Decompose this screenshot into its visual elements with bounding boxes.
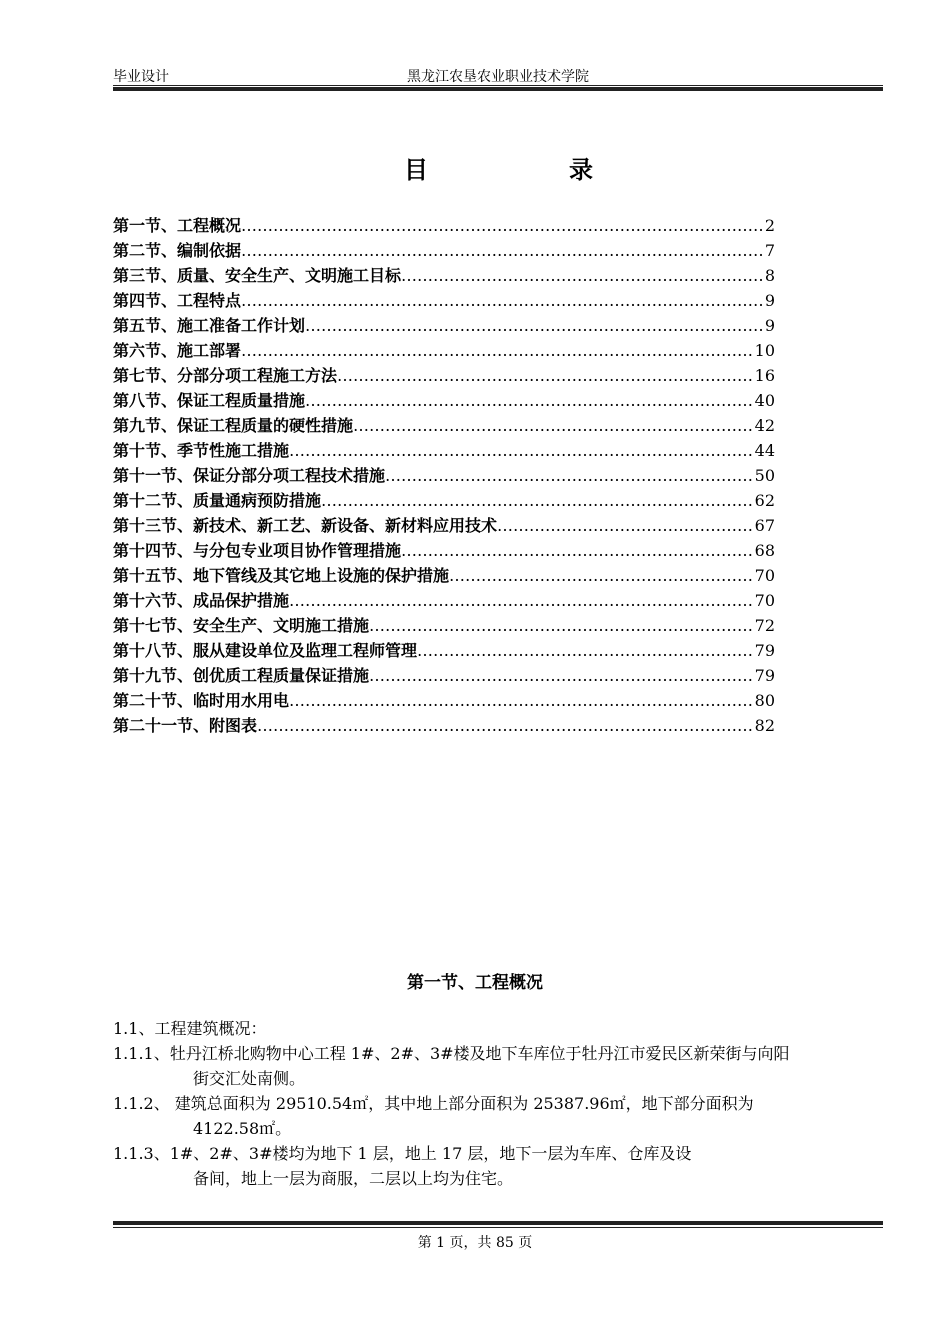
toc-entry[interactable] — [113, 538, 775, 563]
toc-entry-label: 第八节、保证工程质量措施 — [113, 391, 306, 410]
toc-entry[interactable] — [113, 638, 775, 663]
toc-entry-page: 44 — [754, 441, 775, 460]
toc-leader-dots — [289, 688, 753, 713]
toc-leader-dots — [305, 313, 763, 338]
toc-leader-dots — [257, 713, 753, 738]
section-title: 第一节、工程概况 — [407, 973, 543, 993]
body-line: 1.1、工程建筑概况： — [113, 1019, 267, 1038]
toc-entry-page: 68 — [754, 541, 775, 560]
toc-entry-label: 第二十一节、附图表 — [113, 716, 258, 735]
toc-leader-dots — [369, 663, 753, 688]
body-line: 1.1.1、牡丹江桥北购物中心工程 1#、2#、3#楼及地下车库位于牡丹江市爱民区新荣街与向阳 — [113, 1044, 790, 1063]
body-line: 街交汇处南侧。 — [193, 1069, 306, 1088]
toc-entry[interactable] — [113, 338, 775, 363]
toc-entry-label: 第六节、施工部署 — [113, 341, 242, 360]
toc-entry-page: 16 — [754, 366, 775, 385]
toc-entry-page: 10 — [754, 341, 775, 360]
toc-leader-dots — [241, 288, 763, 313]
toc-title-char-2: 录 — [569, 155, 593, 184]
toc-entry-label: 第十六节、成品保护措施 — [113, 591, 290, 610]
toc-entry-page: 67 — [754, 516, 775, 535]
toc-entry-label: 第十二节、质量通病预防措施 — [113, 491, 322, 510]
toc-leader-dots — [289, 438, 753, 463]
toc-entry[interactable] — [113, 388, 775, 413]
toc-leader-dots — [353, 413, 753, 438]
toc-entry-label: 第二节、编制依据 — [113, 241, 242, 260]
toc-entry[interactable] — [113, 438, 775, 463]
toc-entry[interactable] — [113, 238, 775, 263]
toc-entry-label: 第十四节、与分包专业项目协作管理措施 — [113, 541, 402, 560]
toc-leader-dots — [289, 588, 753, 613]
toc-entry-page: 70 — [754, 566, 775, 585]
toc-entry[interactable] — [113, 513, 775, 538]
toc-leader-dots — [417, 638, 753, 663]
section-body — [113, 1016, 883, 1191]
toc-entry[interactable] — [113, 463, 775, 488]
footer-rule-thin — [113, 1227, 883, 1228]
toc-leader-dots — [401, 263, 763, 288]
toc-leader-dots — [385, 463, 753, 488]
toc-entry-page: 8 — [764, 266, 775, 285]
toc-entry[interactable] — [113, 413, 775, 438]
toc-entry-page: 62 — [754, 491, 775, 510]
toc-entry[interactable] — [113, 363, 775, 388]
toc-entry-label: 第三节、质量、安全生产、文明施工目标 — [113, 266, 402, 285]
body-line: 4122.58㎡。 — [193, 1119, 292, 1138]
header-rule-thin — [113, 85, 883, 86]
toc-entry-label: 第一节、工程概况 — [113, 216, 242, 235]
toc-leader-dots — [321, 488, 753, 513]
table-of-contents — [113, 213, 775, 738]
toc-leader-dots — [369, 613, 753, 638]
toc-entry-page: 82 — [754, 716, 775, 735]
footer-rule-thick — [113, 1221, 883, 1225]
toc-entry-label: 第十三节、新技术、新工艺、新设备、新材料应用技术 — [113, 516, 498, 535]
toc-entry-label: 第九节、保证工程质量的硬性措施 — [113, 416, 354, 435]
toc-entry-label: 第七节、分部分项工程施工方法 — [113, 366, 338, 385]
toc-entry-label: 第十五节、地下管线及其它地上设施的保护措施 — [113, 566, 450, 585]
toc-leader-dots — [241, 338, 753, 363]
toc-leader-dots — [241, 213, 763, 238]
toc-leader-dots — [305, 388, 753, 413]
toc-entry-label: 第十节、季节性施工措施 — [113, 441, 290, 460]
toc-entry[interactable] — [113, 713, 775, 738]
toc-entry-page: 2 — [764, 216, 775, 235]
toc-entry-label: 第十九节、创优质工程质量保证措施 — [113, 666, 370, 685]
toc-entry-page: 79 — [754, 666, 775, 685]
body-line: 1.1.2、 建筑总面积为 29510.54㎡，其中地上部分面积为 25387.96㎡，地下部分面积为 — [113, 1094, 754, 1113]
toc-entry-page: 70 — [754, 591, 775, 610]
toc-entry[interactable] — [113, 588, 775, 613]
toc-entry-label: 第十八节、服从建设单位及监理工程师管理 — [113, 641, 418, 660]
toc-entry-label: 第十七节、安全生产、文明施工措施 — [113, 616, 370, 635]
toc-entry-page: 9 — [764, 291, 775, 310]
toc-entry[interactable] — [113, 213, 775, 238]
toc-entry-page: 80 — [754, 691, 775, 710]
toc-entry-label: 第十一节、保证分部分项工程技术措施 — [113, 466, 386, 485]
toc-leader-dots — [449, 563, 753, 588]
toc-leader-dots — [337, 363, 753, 388]
body-line: 备间，地上一层为商服，二层以上均为住宅。 — [193, 1169, 514, 1188]
toc-entry-page: 50 — [754, 466, 775, 485]
toc-entry[interactable] — [113, 613, 775, 638]
header-center-text: 黑龙江农垦农业职业技术学院 — [407, 69, 589, 85]
page-footer: 第 1 页，共 85 页 — [417, 1235, 533, 1251]
toc-entry-page: 72 — [754, 616, 775, 635]
page-header — [113, 66, 883, 86]
header-rule-thick — [113, 87, 883, 91]
toc-entry[interactable] — [113, 263, 775, 288]
toc-leader-dots — [401, 538, 753, 563]
body-line: 1.1.3、1#、2#、3#楼均为地下 1 层，地上 17 层，地下一层为车库、仓库及设 — [113, 1144, 692, 1163]
toc-entry[interactable] — [113, 663, 775, 688]
toc-leader-dots — [497, 513, 753, 538]
toc-entry-page: 79 — [754, 641, 775, 660]
toc-entry[interactable] — [113, 688, 775, 713]
toc-entry[interactable] — [113, 488, 775, 513]
toc-entry[interactable] — [113, 313, 775, 338]
toc-entry-page: 42 — [754, 416, 775, 435]
toc-entry-label: 第二十节、临时用水用电 — [113, 691, 290, 710]
toc-entry[interactable] — [113, 288, 775, 313]
toc-entry[interactable] — [113, 563, 775, 588]
toc-entry-label: 第四节、工程特点 — [113, 291, 242, 310]
toc-entry-page: 9 — [764, 316, 775, 335]
toc-leader-dots — [241, 238, 763, 263]
toc-entry-page: 7 — [764, 241, 775, 260]
header-left-text: 毕业设计 — [113, 69, 169, 85]
toc-title-char-1: 目 — [404, 155, 428, 184]
toc-entry-page: 40 — [754, 391, 775, 410]
toc-entry-label: 第五节、施工准备工作计划 — [113, 316, 306, 335]
